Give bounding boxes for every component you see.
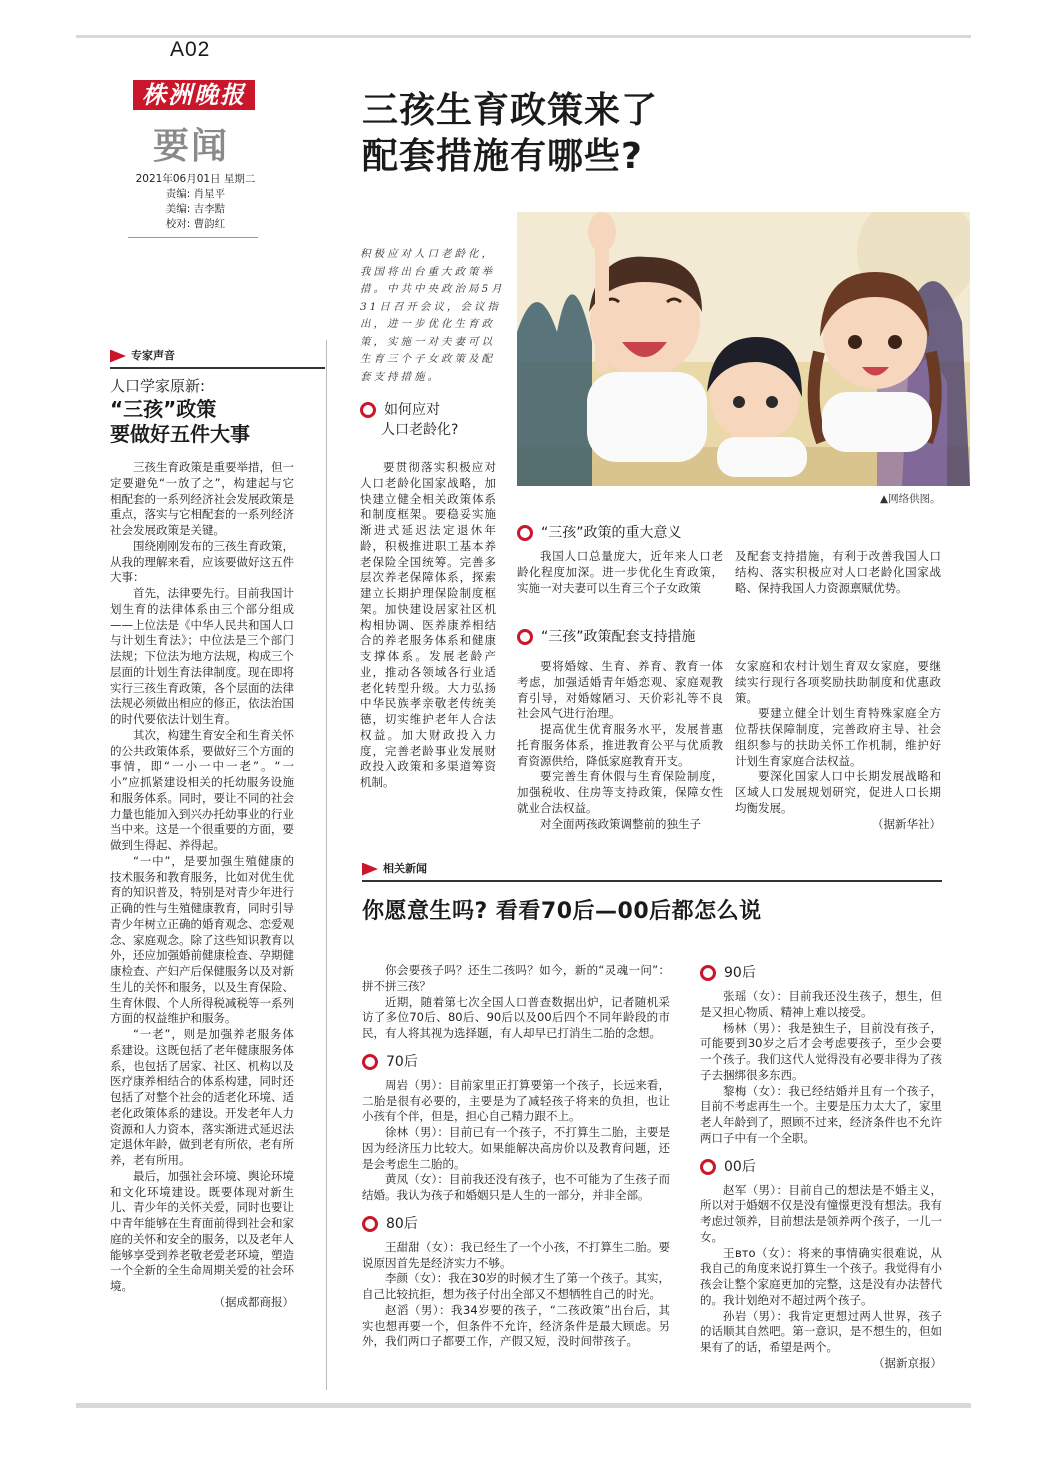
- significance-heading: [517, 523, 682, 543]
- expert-paragraph: “一中”，是要加强生殖健康的技术服务和教育服务，比如对优生优育的知识普及，特别是对青少年进行正确的性与生殖健康教育，同时引导青少年树立正确的婚育观念、恋爱观念、家庭观念。除了这些知识教育以外，还应加强婚前健康检查、孕期健康检查、产妇产后保健服务以及对新生儿的关怀和服务，以及生育保险、生育休假、个人所得税减税等一系列方面的权益维护和服务。: [110, 853, 294, 1026]
- group-80s-label: 80后: [386, 1215, 418, 1232]
- significance-right: [735, 549, 941, 596]
- tag-flag-icon: [110, 350, 126, 363]
- designer-credit: 美编: 吉李黠: [165, 203, 226, 215]
- group-70s-label: 70后: [386, 1053, 418, 1070]
- proof-credit: 校对: 曹韵红: [165, 218, 226, 230]
- bottom-rule: [76, 1403, 971, 1408]
- measures-source: （据新华社）: [872, 816, 941, 831]
- significance-paragraph-cont: 及配套支持措施，有利于改善我国人口结构、落实积极应对人口老龄化国家战略、保持我国人力资源禀赋优势。: [735, 549, 941, 595]
- measures-paragraph: 要建立健全计划生育特殊家庭全方位帮扶保障制度，完善政府主导、社会组织参与的扶助关怀工作机制，维护好计划生育家庭合法权益。: [735, 706, 941, 768]
- expert-paragraph: 其次，构建生育安全和生育关怀的公共政策体系，要做好三个方面的事情，即“一小一中一老”。“一小”应抓紧建设相关的托幼服务设施和服务体系。同时，要让不同的社会力量也能加入到兴办托幼事业的行业当中来。这是一个很重要的方面，要做到生得起、养得起。: [110, 727, 294, 852]
- aging-heading-line-1: 如何应对: [384, 402, 440, 418]
- news-tag: [362, 858, 942, 880]
- ring-bullet-icon: [360, 402, 376, 418]
- headline-line-2: 配套措施有哪些?: [362, 136, 643, 177]
- measures-paragraph: 提高优生优育服务水平，发展普惠托育服务体系，推进教育公平与优质教育资源供给，降低家庭教育开支。: [517, 722, 723, 768]
- interview-paragraph: 杨林（男）：我是独生子，目前没有孩子，可能要到30岁之后才会考虑要孩子，至少会要一个孩子。我们这代人觉得没有必要非得为了孩子去捆绑很多东西。: [700, 1020, 942, 1082]
- aging-heading-line-2: 人口老龄化?: [381, 422, 459, 438]
- expert-source: （据成都商报）: [213, 1294, 294, 1309]
- meta-divider: [128, 237, 258, 238]
- interview-paragraph: 黎梅（女）：我已经结婚并且有一个孩子，目前不考虑再生一个。主要是压力太大了，家里老人年龄到了，照顾不过来，经济条件也不允许两口子中有一个全职。: [700, 1083, 942, 1145]
- news-intro-paragraph: 你会要孩子吗？还生二孩吗？如今，新的“灵魂一问”：拼不拼三孩？: [362, 963, 670, 993]
- significance-paragraph: 我国人口总量庞大，近年来人口老龄化程度加深。进一步优化生育政策，实施一对夫妻可以生育三个子女政策: [517, 549, 723, 595]
- illustration-svg: [517, 212, 970, 486]
- page-number: A02: [170, 38, 211, 61]
- interview-paragraph: 周岩（男）：目前家里正打算要第一个孩子，长远来看，二胎是很有必要的，主要是为了减轻孩子将来的负担，也让小孩有个伴，但是，担心自己精力跟不上。: [362, 1077, 670, 1124]
- aging-paragraph: 要贯彻落实积极应对人口老龄化国家战略，加快建立健全相关政策体系和制度框架。要稳妥实施渐进式延迟法定退休年龄，积极推进职工基本养老保险全国统筹。完善多层次养老保障体系，探索建立长期护理保险制度框架。加快建设居家社区机构相协调、医养康养相结合的养老服务体系和健康支撑体系。发展老龄产业，推动各领域各行业适老化转型升级。大力弘扬中华民族孝亲敬老传统美德，切实维护老年人合法权益。加大财政投入力度，完善老龄事业发展财政投入政策和多渠道筹资机制。: [360, 460, 496, 789]
- expert-paragraph: 三孩生育政策是重要举措，但一定要避免“一放了之”，构建起与它相配套的一系列经济社会发展政策是重点，落实与它相配套的一系列经济社会发展政策是关键。: [110, 460, 294, 537]
- expert-title-line-1: “三孩”政策: [110, 397, 217, 421]
- expert-tag-label: 专家声音: [131, 349, 175, 362]
- expert-tag-rule: [110, 367, 325, 369]
- main-headline: [362, 88, 658, 180]
- section-title: 要闻: [153, 125, 230, 167]
- aging-article: [360, 460, 496, 791]
- significance-left: [517, 549, 723, 596]
- measures-heading-text: “三孩”政策配套支持措施: [541, 629, 696, 645]
- interview-paragraph: 赵滔（男）：我34岁要的孩子，“二孩政策”出台后，其实也想再要一个，但条件不允许，经济条件是最大顾虑。另外，我们两口子都要工作，产假又短，没时间带孩子。: [362, 1302, 670, 1349]
- group-70s-heading: [362, 1052, 670, 1072]
- news-left-column: [362, 963, 670, 1350]
- edition-meta: [128, 172, 263, 232]
- measures-paragraph: 要深化国家人口中长期发展战略和区域人口发展规划研究，促进人口长期均衡发展。: [735, 769, 941, 815]
- measures-right: [735, 659, 941, 832]
- ring-bullet-icon: [362, 1216, 378, 1232]
- ring-bullet-icon: [700, 965, 716, 981]
- ring-bullet-icon: [700, 1159, 716, 1175]
- expert-title: [110, 397, 250, 447]
- news-intro-paragraph: 近期，随着第七次全国人口普查数据出炉，记者随机采访了多位70后、80后、90后以及00后四个不同年龄段的市民，有人将其视为选择题，有人却早已打消生二胎的念想。: [362, 994, 670, 1040]
- expert-article: [110, 460, 294, 1311]
- group-80s-heading: [362, 1214, 670, 1234]
- news-right-column: [700, 963, 942, 1372]
- editor-credit: 责编: 肖星平: [165, 188, 226, 200]
- interview-paragraph: 黄凤（女）：目前我还没有孩子，也不可能为了生孩子而结婚。我认为孩子和婚姻只是人生的一部分，并非全部。: [362, 1172, 670, 1202]
- measures-paragraph: 对全面两孩政策调整前的独生子: [540, 816, 701, 831]
- expert-tag: [110, 345, 325, 367]
- measures-paragraph: 要将婚嫁、生育、养育、教育一体考虑，加强适婚青年婚恋观、家庭观教育引导，对婚嫁陋习、天价彩礼等不良社会风气进行治理。: [517, 659, 723, 721]
- ring-bullet-icon: [362, 1054, 378, 1070]
- expert-subtitle: 人口学家原新:: [110, 377, 206, 395]
- group-90s-label: 90后: [724, 965, 756, 981]
- headline-line-1: 三孩生育政策来了: [362, 90, 659, 131]
- news-tag-label: 相关新闻: [383, 862, 427, 875]
- expert-paragraph: 围绕刚刚发布的三孩生育政策，从我的理解来看，应该要做好这五件大事：: [110, 538, 294, 585]
- tag-flag-icon: [362, 863, 378, 876]
- measures-paragraph: 要完善生育休假与生育保险制度，加强税收、住房等支持政策，保障女性就业合法权益。: [517, 769, 723, 815]
- group-90s-heading: [700, 963, 942, 983]
- expert-paragraph: 最后，加强社会环境、舆论环境和文化环境建设。既要体现对新生儿、青少年的关怀关爱，同时也要让中青年能够在生育面前得到社会和家庭的关怀和安全的服务，以及老年人能够享受到养老敬老爱老环境，塑造一个全新的全生命周期关爱的社会环境。: [110, 1168, 294, 1293]
- three-children-illustration: [517, 212, 970, 486]
- interview-paragraph: 孙岩（男）：我肯定更想过两人世界，孩子的话顺其自然吧。第一意识，是不想生的，但如果有了的话，希望是两个。: [700, 1308, 942, 1354]
- measures-heading: [517, 627, 696, 647]
- expert-paragraph: 首先，法律要先行。目前我国计划生育的法律体系由三个部分组成——上位法是《中华人民共和国人口与计划生育法》；中位法是三个部门法规；下位法为地方法规，构成三个层面的计划生育法律制度。现在即将实行三孩生育政策，各个层面的法律法规必须做出相应的修正，依法治国的时代要依法计划生育。: [110, 586, 294, 726]
- measures-left: [517, 659, 723, 832]
- interview-paragraph: 徐林（男）：目前已有一个孩子，不打算生二胎，主要是因为经济压力比较大。如果能解决高房价以及教育问题，还是会考虑生二胎的。: [362, 1125, 670, 1171]
- issue-date: 2021年06月01日 星期二: [135, 173, 256, 185]
- interview-paragraph: 王甜甜（女）：我已经生了一个小孩，不打算生二胎。要说原因首先是经济实力不够。: [362, 1239, 670, 1270]
- ring-bullet-icon: [517, 525, 533, 541]
- significance-heading-text: “三孩”政策的重大意义: [541, 525, 682, 541]
- interview-paragraph: 赵军（男）：目前自己的想法是不婚主义，所以对于婚姻不仅是没有憧憬更没有想法。我有考虑过领养，目前想法是领养两个孩子，一儿一女。: [700, 1182, 942, 1244]
- group-00s-heading: [700, 1157, 942, 1177]
- expert-title-line-2: 要做好五件大事: [110, 422, 250, 446]
- news-title: 你愿意生吗? 看看70后—00后都怎么说: [362, 899, 762, 924]
- interview-paragraph: 张瑶（女）：目前我还没生孩子，想生，但是又担心物质、精神上难以接受。: [700, 989, 942, 1019]
- newspaper-logo: 株洲晚报: [133, 80, 255, 110]
- group-00s-label: 00后: [724, 1158, 756, 1175]
- ring-bullet-icon: [517, 629, 533, 645]
- image-caption: ▲网络供图。: [880, 493, 941, 505]
- news-source: （据新京报）: [873, 1355, 942, 1370]
- interview-paragraph: 王вто（女）：将来的事情确实很难说，从我自己的角度来说打算生一个孩子。我觉得有小孩会让整个家庭更加的完整，这是没有办法替代的。我计划绝对不超过两个孩子。: [700, 1245, 942, 1307]
- lead-paragraph: 积极应对人口老龄化，我国将出台重大政策举措。中共中央政治局5月31日召开会议，会议指出，进一步优化生育政策，实施一对夫妻可以生育三个子女政策及配套支持措施。: [360, 248, 505, 383]
- expert-paragraph: “一老”，则是加强养老服务体系建设。这既包括了老年健康服务体系，也包括了居家、社区、机构以及医疗康养相结合的体系构建，同时还包括了对整个社会的适老化环境、适老化政策体系的建设。开发老年人力资源和人力资本，落实渐进式延迟法定退休年龄，做到老有所依，老有所养，老有所用。: [110, 1027, 294, 1167]
- interview-paragraph: 李颜（女）：我在30岁的时候才生了第一个孩子。其实，自己比较抗拒，想为孩子付出全部又不想牺牲自己的时光。: [362, 1271, 670, 1301]
- aging-heading: [360, 400, 458, 440]
- column-divider: [326, 340, 327, 1390]
- measures-paragraph-cont: 女家庭和农村计划生育双女家庭，要继续实行现行各项奖励扶助制度和优惠政策。: [735, 659, 941, 705]
- news-tag-rule: [362, 880, 942, 882]
